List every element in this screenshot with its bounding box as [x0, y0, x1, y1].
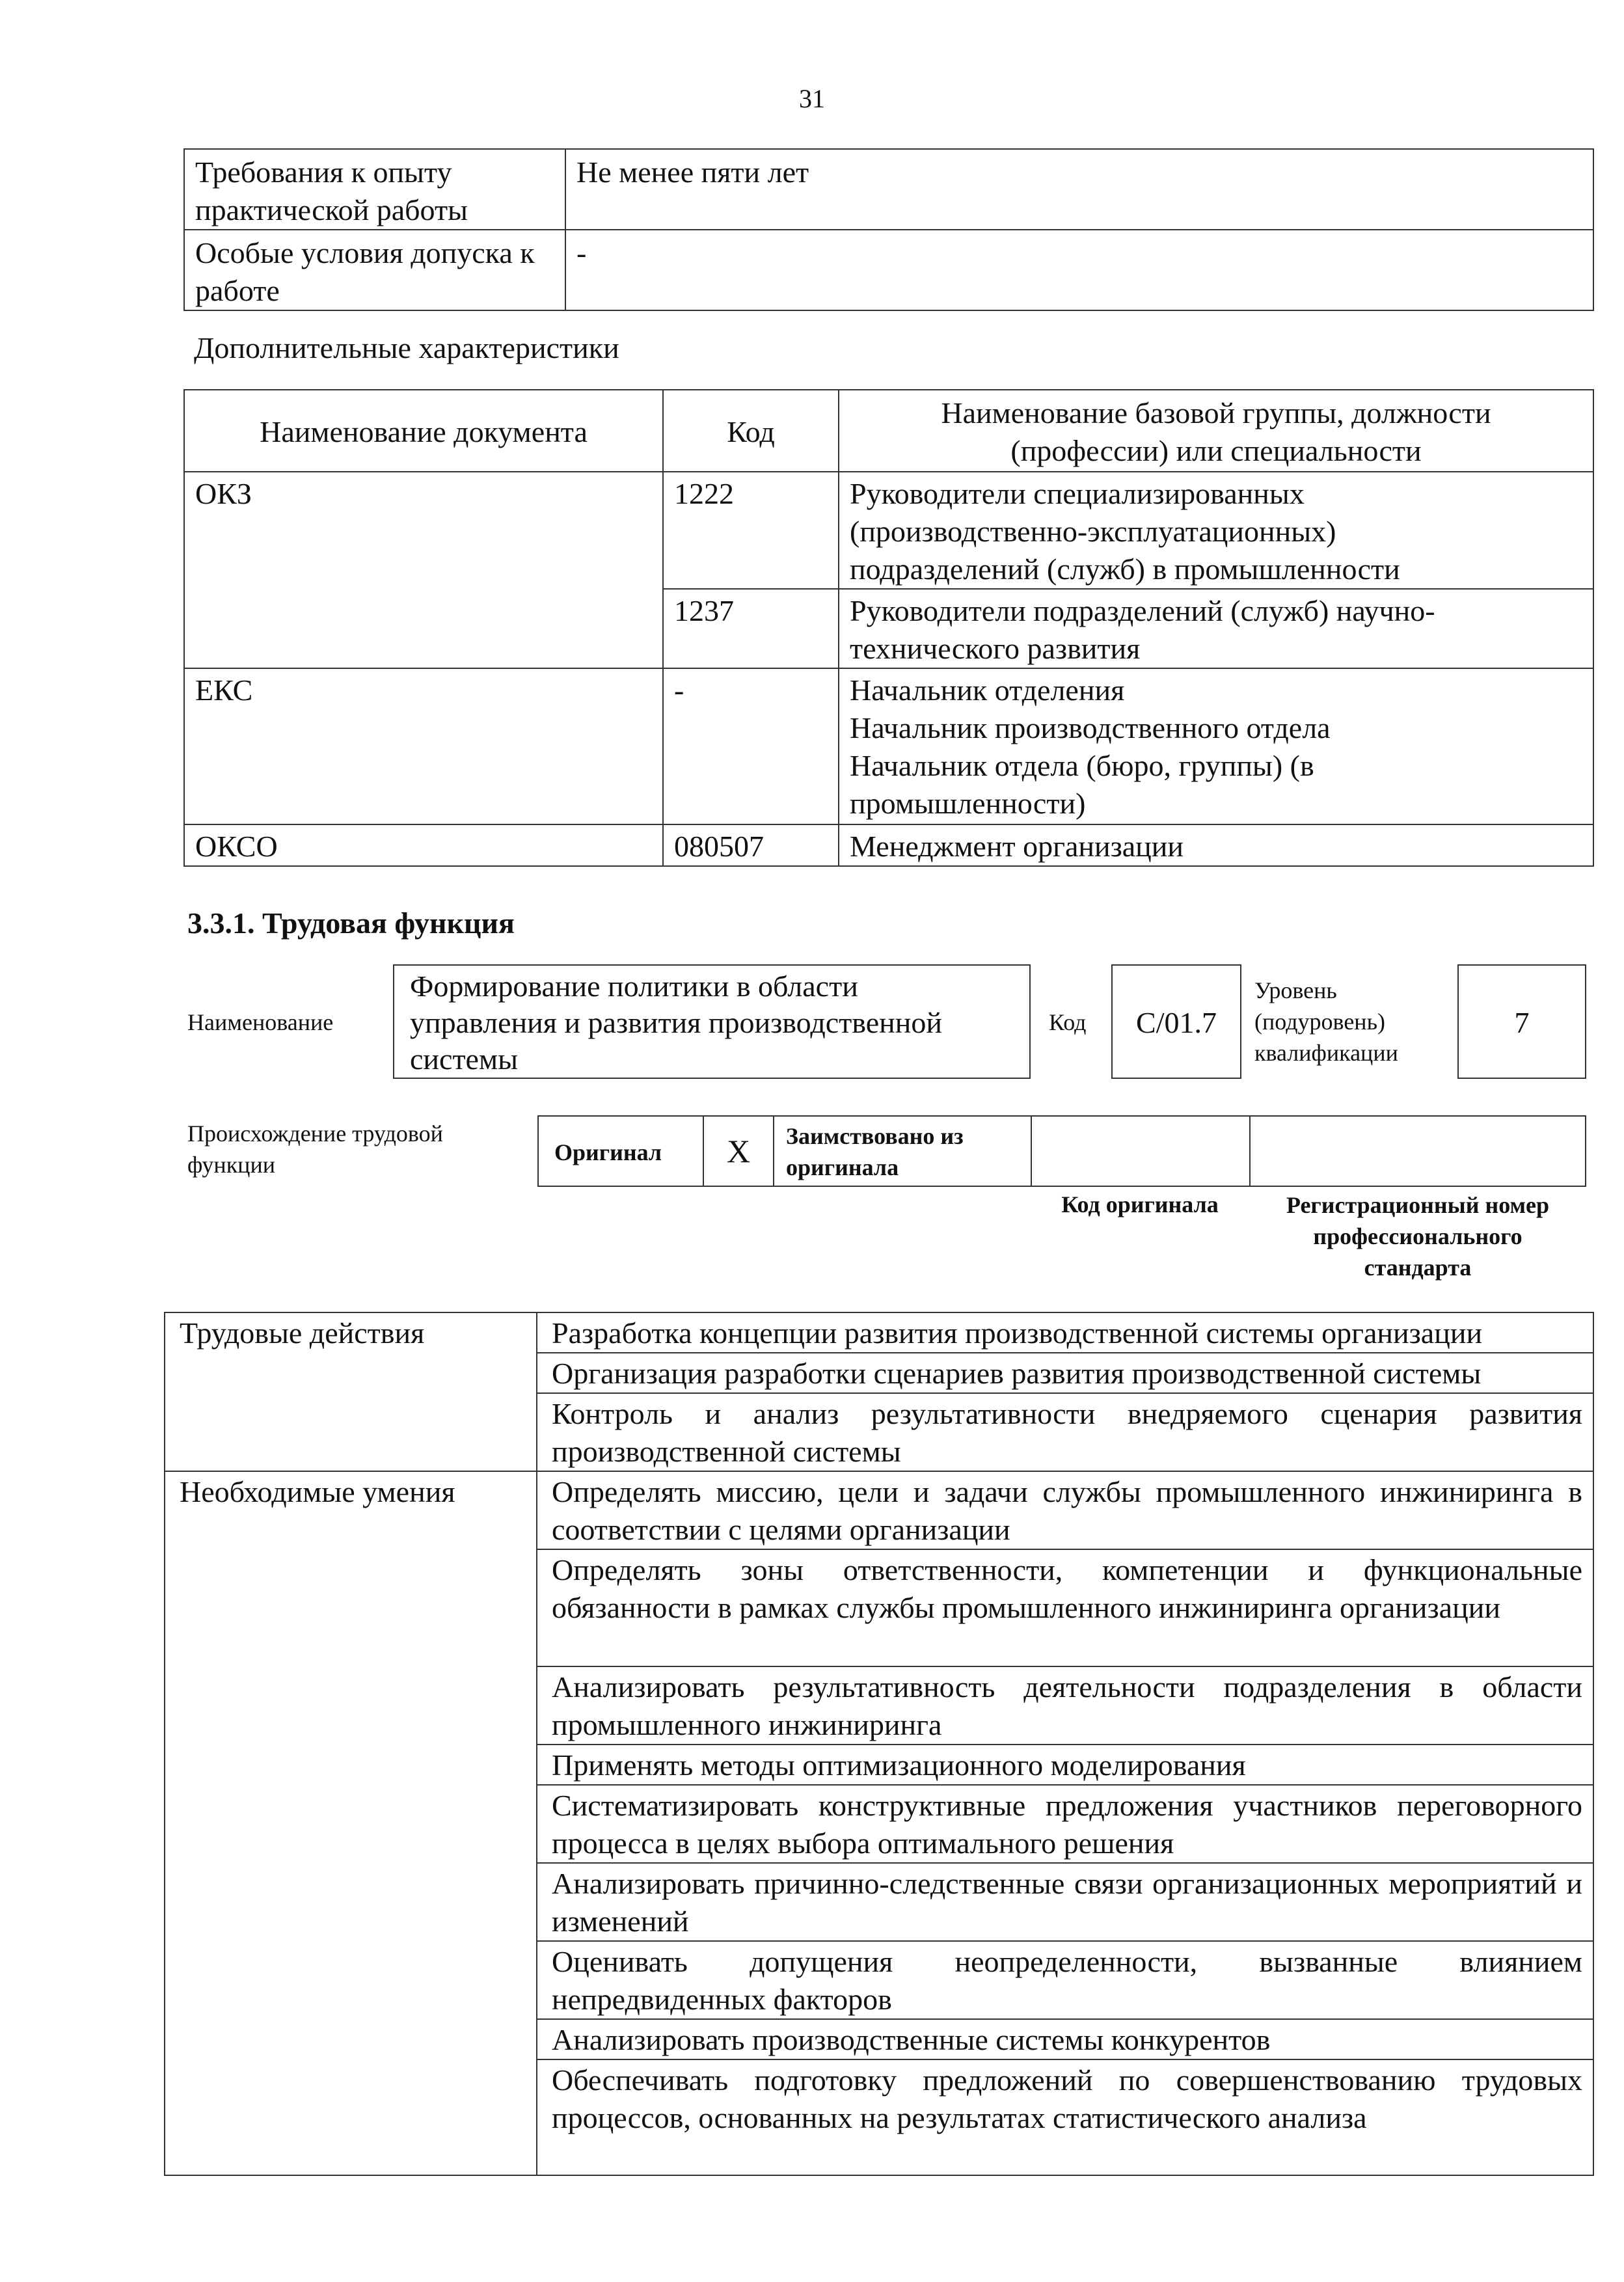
doc-cell: ОКЗ — [184, 472, 663, 668]
qualification-level-label: Уровень (подуровень) квалификации — [1254, 977, 1398, 1066]
requirement-label: Особые условия допуска к работе — [184, 230, 565, 310]
skill-item: Определять зоны ответственности, компетенции и функциональные обязанности в рамках службы промышленного инжиниринга организации — [537, 1549, 1593, 1666]
code-cell: 080507 — [663, 824, 839, 866]
skill-item: Определять миссию, цели и задачи службы промышленного инжиниринга в соответствии с целями организации — [537, 1471, 1593, 1549]
name-cell: Менеджмент организации — [839, 824, 1593, 866]
skill-item: Применять методы оптимизационного моделирования — [537, 1745, 1593, 1785]
code-cell: - — [663, 668, 839, 824]
origin-box — [537, 1115, 1586, 1187]
requirement-label: Требования к опыту практической работы — [184, 149, 565, 230]
name-cell: Начальник отделения Начальник производственного отдела Начальник отдела (бюро, группы) (в промышленности) — [839, 668, 1593, 824]
registration-number-caption: Регистрационный номер профессионального стандарта — [1286, 1192, 1550, 1281]
additional-characteristics-title: Дополнительные характеристики — [194, 331, 619, 364]
skill-item: Анализировать производственные системы конкурентов — [537, 2019, 1593, 2059]
divider — [773, 1115, 774, 1187]
column-header: Код — [663, 390, 839, 472]
skill-item: Обеспечивать подготовку предложений по совершенствованию трудовых процессов, основанных на результатах статистического анализа — [537, 2059, 1593, 2175]
name-label: Наименование — [187, 1009, 334, 1035]
skill-item: Оценивать допущения неопределенности, вызванные влиянием непредвиденных факторов — [537, 1941, 1593, 2019]
characteristics-table — [183, 389, 1594, 867]
function-name: Формирование политики в области управления и развития производственной системы — [393, 964, 1031, 1079]
table-row — [184, 149, 1593, 230]
action-item: Разработка концепции развития производственной системы организации — [537, 1312, 1593, 1353]
skill-item: Систематизировать конструктивные предложения участников переговорного процесса в целях выбора оптимального решения — [537, 1785, 1593, 1863]
function-code: C/01.7 — [1111, 964, 1241, 1079]
column-header: Наименование документа — [184, 390, 663, 472]
borrowed-label: Заимствовано из оригинала — [786, 1123, 964, 1180]
requirements-table — [183, 148, 1594, 311]
doc-cell: ОКСО — [184, 824, 663, 866]
original-code-caption: Код оригинала — [1061, 1191, 1219, 1217]
skill-item: Анализировать причинно-следственные связи организационных мероприятий и изменений — [537, 1863, 1593, 1941]
divider — [1249, 1115, 1251, 1187]
code-cell: 1237 — [663, 589, 839, 668]
table-row — [184, 824, 1593, 866]
original-label: Оригинал — [554, 1139, 662, 1165]
table-row — [165, 1312, 1593, 1353]
table-row — [184, 230, 1593, 310]
table-row — [165, 1471, 1593, 1549]
column-header: Наименование базовой группы, должности (профессии) или специальности — [839, 390, 1593, 472]
qualification-level: 7 — [1457, 964, 1586, 1079]
original-mark: X — [726, 1133, 751, 1169]
table-row — [184, 668, 1593, 824]
requirement-value: Не менее пяти лет — [565, 149, 1593, 230]
skill-item: Анализировать результативность деятельности подразделения в области промышленного инжиниринга — [537, 1666, 1593, 1745]
origin-label: Происхождение трудовой функции — [187, 1121, 443, 1178]
doc-cell: ЕКС — [184, 668, 663, 824]
code-label: Код — [1049, 1009, 1087, 1035]
name-cell: Руководители подразделений (служб) научно- технического развития — [839, 589, 1593, 668]
divider — [1031, 1115, 1032, 1187]
action-item: Контроль и анализ результативности внедряемого сценария развития производственной системы — [537, 1393, 1593, 1471]
actions-skills-table — [164, 1312, 1594, 2176]
code-cell: 1222 — [663, 472, 839, 589]
skills-label: Необходимые умения — [165, 1471, 537, 2175]
page-number: 31 — [799, 84, 825, 113]
labor-function-heading: 3.3.1. Трудовая функция — [187, 906, 515, 940]
table-header-row — [184, 390, 1593, 472]
requirement-value: - — [565, 230, 1593, 310]
actions-label: Трудовые действия — [165, 1312, 537, 1471]
action-item: Организация разработки сценариев развития производственной системы — [537, 1353, 1593, 1393]
name-cell: Руководители специализированных (производственно-эксплуатационных) подразделений (служб) в промышленности — [839, 472, 1593, 589]
table-row — [184, 472, 1593, 589]
